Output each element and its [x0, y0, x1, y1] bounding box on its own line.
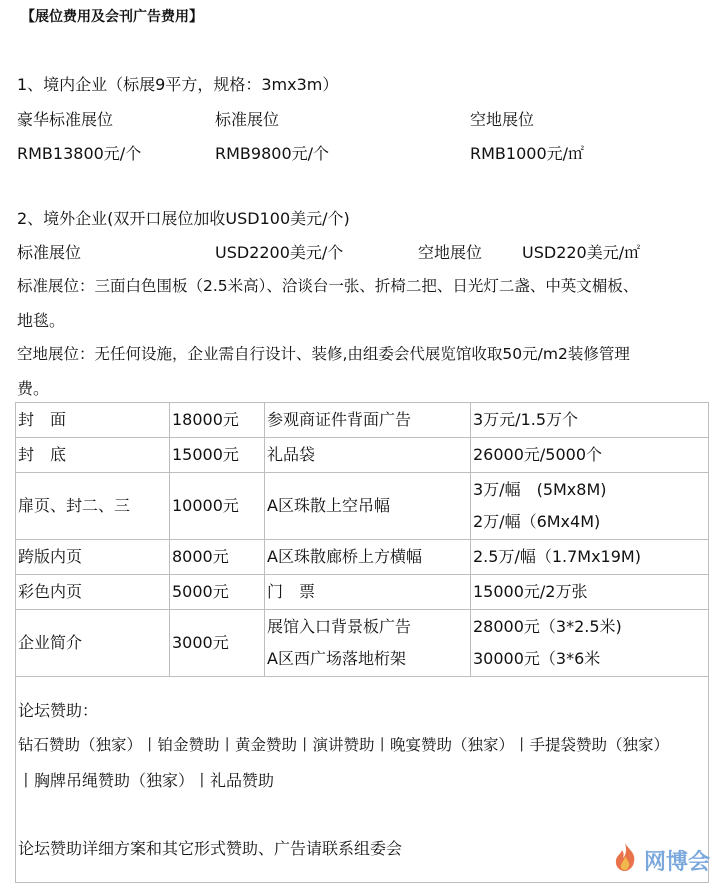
raw-space-description-cont: 费。: [17, 379, 50, 398]
table-row: [16, 575, 709, 610]
domestic-standard-label: 标准展位: [215, 110, 280, 129]
item-cell: 封 底: [16, 438, 170, 473]
table-row: [16, 403, 709, 438]
fee-cell: 26000元/5000个: [471, 438, 709, 473]
raw-space-description: 空地展位：无任何设施，企业需自行设计、装修,由组委会代展览馆收取50元/m2装修管理: [17, 345, 630, 363]
item-cell: 跨版内页: [16, 540, 170, 575]
fee-cell: [471, 610, 709, 677]
standard-booth-description: 标准展位：三面白色围板（2.5米高）、洽谈台一张、折椅二把、日光灯二盏、中英文楣板、: [17, 277, 639, 295]
price-cell: 10000元: [170, 473, 265, 540]
item-cell: 扉页、封二、三: [16, 473, 170, 540]
page-title: 【展位费用及会刊广告费用】: [21, 9, 203, 25]
item-cell: 企业简介: [16, 610, 170, 677]
table-row: [16, 540, 709, 575]
overseas-raw-price: USD220美元/㎡: [522, 243, 641, 262]
table-row: [16, 473, 709, 540]
fee-line: 30000元（3*6米: [473, 649, 601, 668]
fee-line: 28000元（3*2.5米): [473, 617, 622, 636]
sponsorship-row: [16, 677, 709, 883]
fee-cell: 2.5万/幅（1.7Mx19M): [471, 540, 709, 575]
domestic-heading: 1、境内企业（标展9平方，规格：3mx3m）: [17, 75, 339, 94]
price-cell: 15000元: [170, 438, 265, 473]
price-cell: 8000元: [170, 540, 265, 575]
table-row: [16, 610, 709, 677]
overseas-standard-price: USD2200美元/个: [215, 243, 344, 262]
ad-fee-table: [15, 402, 709, 883]
standard-booth-description-cont: 地毯。: [17, 311, 66, 330]
fee-line: 3万/幅 (5Mx8M): [473, 480, 607, 499]
price-cell: 3000元: [170, 610, 265, 677]
sponsorship-note: 论坛赞助详细方案和其它形式赞助、广告请联系组委会: [18, 839, 403, 858]
ad-line: A区西广场落地桁架: [267, 649, 406, 668]
domestic-standard-price: RMB9800元/个: [215, 144, 330, 163]
overseas-standard-label: 标准展位: [17, 243, 82, 262]
fee-cell: [471, 473, 709, 540]
sponsorship-list: 钻石赞助（独家）丨铂金赞助丨黄金赞助丨演讲赞助丨晚宴赞助（独家）丨手提袋赞助（独家）: [18, 736, 670, 754]
table-row: [16, 438, 709, 473]
ad-cell: A区珠散廊桥上方横幅: [265, 540, 471, 575]
sponsorship-cell: [16, 677, 709, 883]
overseas-heading: 2、境外企业(双开口展位加收USD100美元/个): [17, 209, 350, 228]
ad-line: 展馆入口背景板广告: [267, 617, 412, 636]
ad-cell: A区珠散上空吊幅: [265, 473, 471, 540]
sponsorship-heading: 论坛赞助：: [18, 701, 99, 720]
watermark: [612, 842, 710, 878]
overseas-raw-label: 空地展位: [418, 243, 483, 262]
item-cell: 彩色内页: [16, 575, 170, 610]
price-cell: 18000元: [170, 403, 265, 438]
fee-cell: 15000元/2万张: [471, 575, 709, 610]
item-cell: 封 面: [16, 403, 170, 438]
watermark-text: 网博会: [643, 849, 710, 875]
fee-line: 2万/幅（6Mx4M): [473, 512, 601, 531]
flame-logo-icon: [612, 842, 638, 878]
ad-cell: [265, 610, 471, 677]
ad-cell: 礼品袋: [265, 438, 471, 473]
sponsorship-list-cont: 丨胸牌吊绳赞助（独家）丨礼品赞助: [18, 771, 275, 790]
ad-cell: 参观商证件背面广告: [265, 403, 471, 438]
domestic-raw-label: 空地展位: [470, 110, 535, 129]
ad-cell: 门 票: [265, 575, 471, 610]
price-cell: 5000元: [170, 575, 265, 610]
domestic-luxury-price: RMB13800元/个: [17, 144, 142, 163]
fee-cell: 3万元/1.5万个: [471, 403, 709, 438]
domestic-raw-price: RMB1000元/㎡: [470, 144, 585, 163]
domestic-luxury-label: 豪华标准展位: [17, 110, 114, 129]
